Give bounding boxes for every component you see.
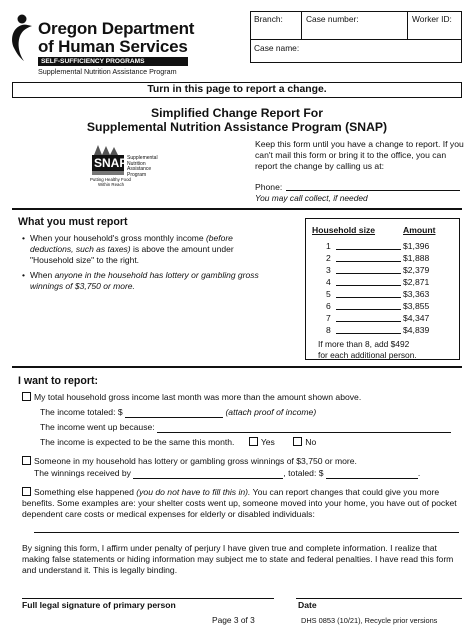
household-size: 5 <box>326 289 331 299</box>
winnings-total-input[interactable] <box>326 470 418 479</box>
household-row <box>306 265 461 277</box>
affirmation-text: By signing this form, I affirm under penalty of perjury I have given true and complete information. I realize that making false statements or hiding information may subject me to state and federal penalties. I have read this form and understand it. This is legally binding. <box>22 543 454 575</box>
income-totaled-row: The income totaled: $ (attach proof of income) <box>40 407 317 417</box>
household-row <box>306 301 461 313</box>
divider <box>12 366 462 368</box>
household-amount: $4,347 <box>403 313 430 323</box>
program-bar: SELF-SUFFICIENCY PROGRAMS <box>38 57 188 66</box>
household-size: 8 <box>326 325 331 335</box>
household-size: 3 <box>326 265 331 275</box>
household-size: 1 <box>326 241 331 251</box>
phone-label: Phone: <box>255 182 283 192</box>
report-item-other: Something else happened (you do not have to fill this in). You can report changes that could give you more benefits. Some examples are: your shelter costs went up, someone moved into your home, you have out of pocket dependent care costs or medical expenses for elderly or disabled individuals: <box>22 487 457 519</box>
went-up-input[interactable] <box>157 424 451 433</box>
household-row-line <box>336 321 401 322</box>
amount-header: Amount <box>403 225 436 235</box>
household-row <box>306 325 461 337</box>
page-number: Page 3 of 3 <box>212 615 255 625</box>
must-report-heading: What you must report <box>18 216 128 228</box>
yes-checkbox[interactable] <box>249 437 258 446</box>
turn-in-banner: Turn in this page to report a change. <box>12 82 462 98</box>
household-size: 6 <box>326 301 331 311</box>
call-collect-note: You may call collect, if needed <box>255 193 368 203</box>
signature-line[interactable] <box>22 598 274 599</box>
case-name-field[interactable]: Case name: <box>254 43 300 53</box>
report-item-lottery: Someone in my household has lottery or gambling gross winnings of $3,750 or more. <box>22 456 357 467</box>
household-amount: $1,888 <box>403 253 430 263</box>
phone-line[interactable] <box>286 190 460 191</box>
lottery-checkbox[interactable] <box>22 456 31 465</box>
household-row-line <box>336 273 401 274</box>
snap-logo-word: SNAP <box>94 156 128 170</box>
keep-form-text: Keep this form until you have a change to report. If you can't mail this form or bring it to the office, you can report the change by calling us at: <box>255 139 464 171</box>
must-report-bullet-2: • When anyone in the household has lottery or gambling gross winnings of $3,750 or more. <box>22 270 259 291</box>
household-size: 7 <box>326 313 331 323</box>
household-size-table <box>305 218 460 360</box>
household-row <box>306 253 461 265</box>
branch-field[interactable]: Branch: <box>254 14 283 24</box>
same-month-row: The income is expected to be the same this month. Yes No <box>40 437 317 447</box>
form-title-line1: Simplified Change Report For <box>151 106 323 120</box>
program-subtitle: Supplemental Nutrition Assistance Program <box>38 67 177 76</box>
snap-side-3: Assistance <box>127 166 152 172</box>
org-name-line2: of Human Services <box>38 37 188 56</box>
household-row <box>306 313 461 325</box>
case-info-box <box>250 11 462 63</box>
report-heading: I want to report: <box>18 375 99 387</box>
snap-side-4: Program <box>127 171 147 178</box>
snap-side-1: Supplemental <box>127 155 158 161</box>
winnings-by-input[interactable] <box>133 470 283 479</box>
no-checkbox[interactable] <box>293 437 302 446</box>
case-number-field[interactable]: Case number: <box>306 14 359 24</box>
date-line[interactable] <box>296 598 462 599</box>
household-amount: $1,396 <box>403 241 430 251</box>
household-amount: $3,363 <box>403 289 430 299</box>
person-figure-icon <box>8 14 34 62</box>
income-totaled-input[interactable] <box>125 409 223 418</box>
household-amount: $2,871 <box>403 277 430 287</box>
household-row-line <box>336 285 401 286</box>
household-row <box>306 241 461 253</box>
household-amount: $3,855 <box>403 301 430 311</box>
must-report-bullet-1: • When your household's gross monthly income (before deductions, such as taxes) is above the amount under "Household size" to the right. <box>22 233 234 265</box>
household-size: 2 <box>326 253 331 263</box>
divider <box>12 208 462 210</box>
household-row-line <box>336 261 401 262</box>
household-table-footer: If more than 8, add $492 for each additional person. <box>318 339 417 360</box>
snap-side-2: Nutrition <box>127 160 146 167</box>
household-amount: $2,379 <box>403 265 430 275</box>
household-row-line <box>336 333 401 334</box>
income-checkbox[interactable] <box>22 392 31 401</box>
household-row <box>306 289 461 301</box>
org-name-line1: Oregon Department <box>38 19 195 38</box>
household-amount: $4,839 <box>403 325 430 335</box>
household-size-header: Household size <box>312 225 376 235</box>
household-row-line <box>336 297 401 298</box>
household-row <box>306 277 461 289</box>
winnings-row: The winnings received by , totaled: $ . <box>34 468 421 478</box>
snap-tag-1: Putting Healthy Food <box>90 177 132 182</box>
report-item-income: My total household gross income last month was more than the amount shown above. <box>22 392 361 403</box>
form-title-line2: Supplemental Nutrition Assistance Program (SNAP) <box>86 120 388 134</box>
income-went-up-row: The income went up because: <box>40 422 451 433</box>
snap-logo <box>88 143 170 191</box>
other-checkbox[interactable] <box>22 487 31 496</box>
snap-tag-2: Within Reach <box>98 182 125 187</box>
form-id: DHS 0853 (10/21), Recycle prior versions <box>301 616 438 625</box>
worker-id-field[interactable]: Worker ID: <box>412 14 452 24</box>
household-size: 4 <box>326 277 331 287</box>
household-row-line <box>336 309 401 310</box>
other-input-line[interactable] <box>34 532 459 533</box>
date-label: Date <box>298 600 317 610</box>
signature-label: Full legal signature of primary person <box>22 600 176 610</box>
household-row-line <box>336 249 401 250</box>
